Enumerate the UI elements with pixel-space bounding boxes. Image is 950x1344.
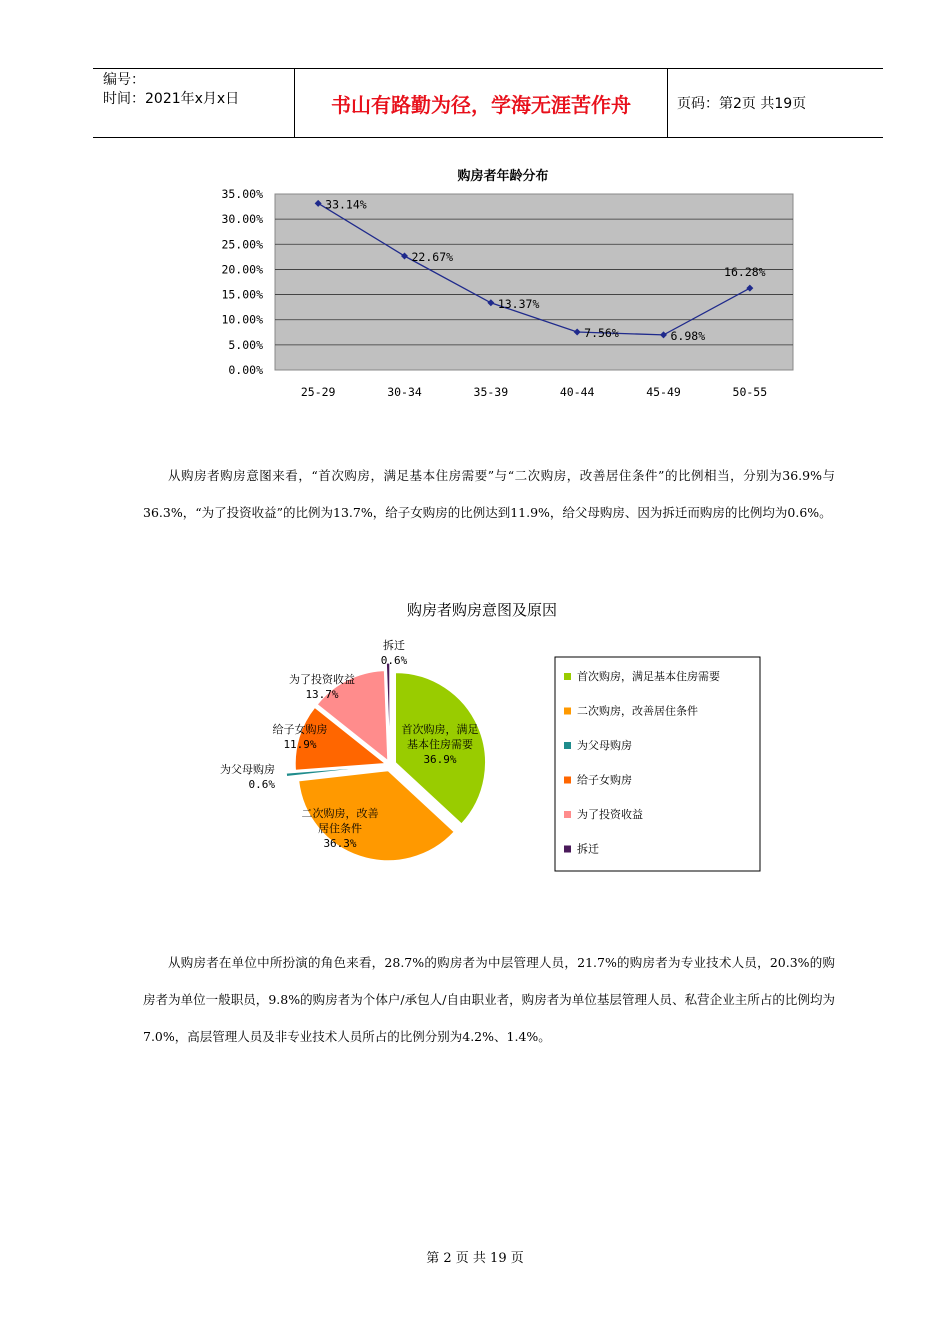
legend-label: 拆迁: [577, 842, 599, 856]
x-tick-label: 45-49: [646, 385, 681, 399]
data-label: 13.37%: [497, 296, 540, 311]
legend-swatch: [564, 742, 571, 749]
slice-label: 为了投资收益: [289, 673, 355, 686]
data-label: 33.14%: [325, 197, 367, 212]
y-tick-label: 35.00%: [221, 187, 263, 201]
x-tick-label: 25-29: [300, 385, 336, 399]
legend-swatch: [564, 811, 571, 818]
age-line-chart: [190, 160, 810, 405]
y-tick-label: 5.00%: [228, 337, 263, 352]
data-label: 7.56%: [584, 325, 619, 340]
slice-label: 给子女购房: [272, 723, 328, 736]
slice-label: 0.6%: [248, 778, 275, 791]
x-tick-label: 30-34: [387, 385, 422, 399]
paragraph-role: 从购房者在单位中所扮演的角色来看，28.7%的购房者为中层管理人员，21.7%的购房者为专业技术人员，20.3%的购房者为单位一般职员，9.8%的购房者为个体户/承包人/自由职业者，购房者为单位基层管理人员、私营企业主所占的比例均为7.0%，高层管理人员及非专业技术人员所占的比例分别为4.2%、1.4%。: [143, 955, 835, 1044]
motto: 书山有路勤为径，学海无涯苦作舟: [331, 92, 631, 117]
y-tick-label: 10.00%: [221, 312, 263, 327]
plot-background: [275, 194, 793, 370]
y-tick-label: 15.00%: [221, 287, 263, 302]
x-tick-label: 35-39: [473, 385, 509, 399]
legend-swatch: [564, 846, 571, 853]
y-tick-label: 30.00%: [221, 212, 263, 227]
legend-label: 二次购房，改善居住条件: [577, 704, 698, 718]
slice-label: 首次购房，满足: [401, 723, 479, 736]
legend-swatch: [564, 708, 571, 715]
code-label: 编号：: [103, 72, 145, 88]
time-label: 时间：2021年x月x日: [103, 91, 240, 107]
slice-label: 拆迁: [383, 639, 405, 652]
slice-label: 11.9%: [283, 738, 317, 751]
x-tick-label: 50-55: [732, 385, 768, 399]
x-tick-label: 40-44: [559, 385, 595, 399]
chart-title: 购房者购房意图及原因: [406, 601, 558, 619]
page-footer: 第 2 页 共 19 页: [426, 1251, 524, 1266]
page-info: 页码：第2页 共19页: [677, 96, 807, 112]
legend-swatch: [564, 673, 571, 680]
header-meta: [103, 71, 239, 109]
data-label: 22.67%: [411, 250, 454, 265]
slice-label: 居住条件: [318, 822, 362, 835]
y-tick-label: 20.00%: [221, 262, 263, 277]
slice-label: 二次购房，改善: [301, 807, 379, 820]
slice-label: 0.6%: [380, 654, 408, 667]
plot-area: [221, 187, 793, 399]
paragraph-intent: 从购房者购房意图来看，“首次购房，满足基本住房需要”与“二次购房，改善居住条件”的比例相当，分别为36.9%与36.3%，“为了投资收益”的比例为13.7%，给子女购房的比例达到11.9%，给父母购房、因为拆迁而购房的比例均为0.6%。: [143, 468, 835, 520]
legend-label: 给子女购房: [577, 773, 632, 787]
legend-box: [555, 657, 760, 871]
slice-label: 36.3%: [323, 837, 357, 850]
slice-label: 36.9%: [423, 753, 457, 766]
data-label: 16.28%: [724, 265, 766, 280]
data-label: 6.98%: [670, 328, 706, 343]
y-tick-label: 0.00%: [228, 363, 263, 377]
legend-label: 为父母购房: [577, 739, 632, 752]
legend-label: 为了投资收益: [577, 808, 643, 821]
legend-label: 首次购房，满足基本住房需要: [577, 670, 720, 683]
slice-label: 为父母购房: [220, 763, 275, 776]
legend-swatch: [564, 777, 571, 784]
slice-label: 基本住房需要: [407, 738, 473, 751]
slice-label: 13.7%: [305, 688, 339, 701]
header-divider: [667, 69, 668, 137]
chart-title: 购房者年龄分布: [457, 169, 549, 184]
y-tick-label: 25.00%: [221, 237, 263, 252]
intent-pie-chart: [200, 595, 780, 885]
header-table: [93, 68, 883, 138]
